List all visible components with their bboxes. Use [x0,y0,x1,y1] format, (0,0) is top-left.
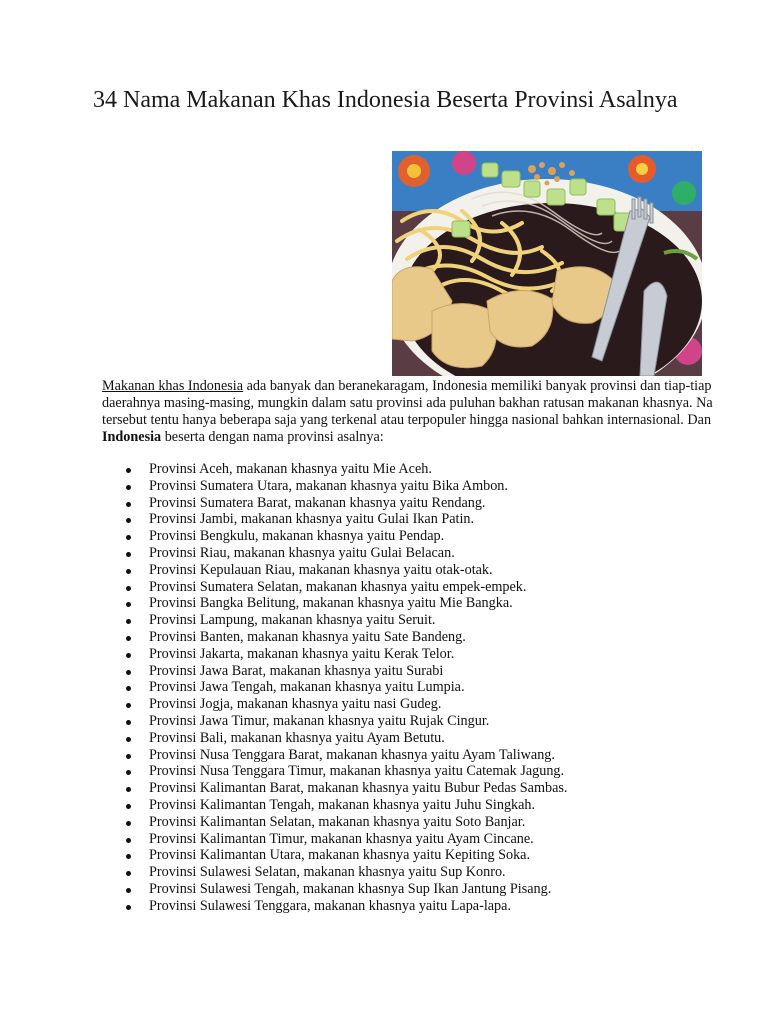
makanan-khas-link[interactable]: Makanan khas Indonesia [102,378,244,394]
list-item: Provinsi Kepulauan Riau, makanan khasnya yaitu otak-otak. [102,562,567,579]
intro-paragraph [102,378,768,446]
intro-line-1 [102,378,768,395]
list-item: Provinsi Jawa Timur, makanan khasnya yaitu Rujak Cingur. [102,713,567,730]
list-item: Provinsi Jambi, makanan khasnya yaitu Gulai Ikan Patin. [102,511,567,528]
list-item: Provinsi Sulawesi Tengah, makanan khasnya Sup Ikan Jantung Pisang. [102,881,567,898]
list-item: Provinsi Sulawesi Selatan, makanan khasnya yaitu Sup Konro. [102,864,567,881]
list-item: Provinsi Sumatera Selatan, makanan khasnya yaitu empek-empek. [102,579,567,596]
intro-line-2: daerahnya masing-masing, mungkin dalam satu provinsi ada puluhan bakhan ratusan makanan khasnya. Na [102,395,713,411]
list-item: Provinsi Riau, makanan khasnya yaitu Gulai Belacan. [102,545,567,562]
page-title: 34 Nama Makanan Khas Indonesia Beserta Provinsi Asalnya [93,87,678,113]
intro-bold-word: Indonesia [102,429,162,445]
list-item: Provinsi Aceh, makanan khasnya yaitu Mie Aceh. [102,461,567,478]
food-photo [392,151,702,376]
list-item: Provinsi Jogja, makanan khasnya yaitu nasi Gudeg. [102,696,567,713]
province-food-list [102,461,567,915]
list-item: Provinsi Lampung, makanan khasnya yaitu Seruit. [102,612,567,629]
list-item: Provinsi Bangka Belitung, makanan khasnya yaitu Mie Bangka. [102,595,567,612]
list-item: Provinsi Bengkulu, makanan khasnya yaitu Pendap. [102,528,567,545]
list-item: Provinsi Bali, makanan khasnya yaitu Ayam Betutu. [102,730,567,747]
list-item: Provinsi Jawa Barat, makanan khasnya yaitu Surabi [102,663,567,680]
intro-line-4-text: beserta dengan nama provinsi asalnya: [161,429,384,445]
list-item: Provinsi Kalimantan Timur, makanan khasnya yaitu Ayam Cincane. [102,831,567,848]
list-item: Provinsi Jakarta, makanan khasnya yaitu Kerak Telor. [102,646,567,663]
list-item: Provinsi Jawa Tengah, makanan khasnya yaitu Lumpia. [102,679,567,696]
intro-line-4 [102,429,768,446]
list-item: Provinsi Kalimantan Tengah, makanan khasnya yaitu Juhu Singkah. [102,797,567,814]
intro-line-3: tersebut tentu hanya beberapa saja yang terkenal atau terpopuler hingga nasional bahkan internasional. Dan [102,412,712,428]
list-item: Provinsi Nusa Tenggara Barat, makanan khasnya yaitu Ayam Taliwang. [102,747,567,764]
list-item: Provinsi Nusa Tenggara Timur, makanan khasnya yaitu Catemak Jagung. [102,763,567,780]
list-item: Provinsi Kalimantan Selatan, makanan khasnya yaitu Soto Banjar. [102,814,567,831]
list-item: Provinsi Banten, makanan khasnya yaitu Sate Bandeng. [102,629,567,646]
list-item: Provinsi Kalimantan Utara, makanan khasnya yaitu Kepiting Soka. [102,847,567,864]
list-item: Provinsi Sulawesi Tenggara, makanan khasnya yaitu Lapa-lapa. [102,898,567,915]
list-item: Provinsi Sumatera Utara, makanan khasnya yaitu Bika Ambon. [102,478,567,495]
list-item: Provinsi Kalimantan Barat, makanan khasnya yaitu Bubur Pedas Sambas. [102,780,567,797]
list-item: Provinsi Sumatera Barat, makanan khasnya yaitu Rendang. [102,495,567,512]
intro-line-1-text: ada banyak dan beranekaragam, Indonesia memiliki banyak provinsi dan tiap-tiap [243,378,712,394]
